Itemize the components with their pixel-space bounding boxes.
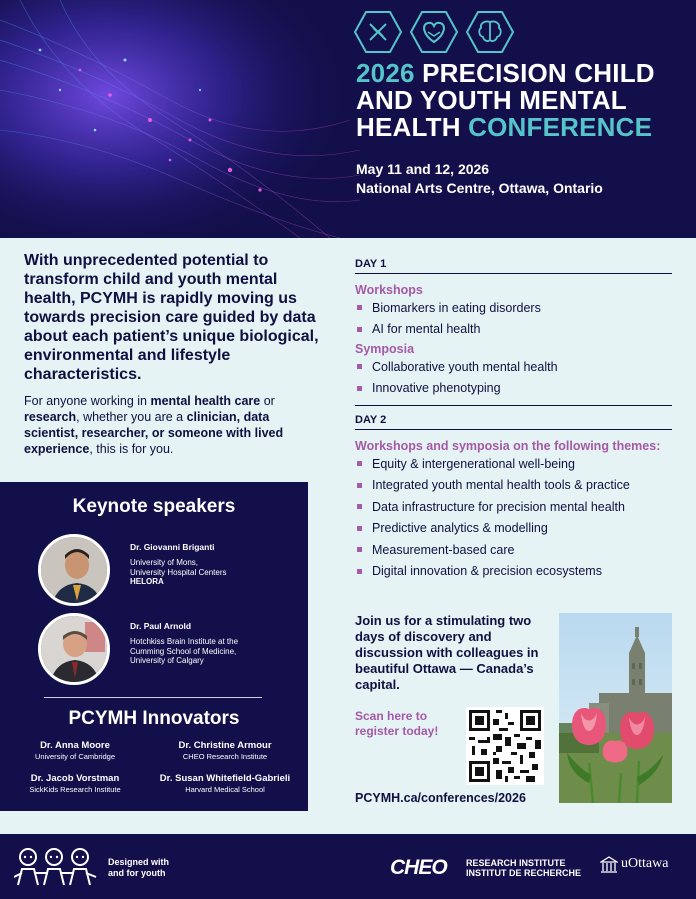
research-institute-label: RESEARCH INSTITUTE INSTITUT DE RECHERCHE <box>466 858 582 878</box>
innovators-heading: PCYMH Innovators <box>68 708 240 729</box>
conference-dates: May 11 and 12, 2026 <box>356 161 490 177</box>
day1-workshops-heading: Workshops <box>355 283 423 297</box>
list-item: Equity & intergenerational well-being <box>355 453 672 475</box>
innovator: Dr. Susan Whitefield-Gabrieli Harvard Medical School <box>159 773 291 794</box>
brain-icon <box>466 10 514 54</box>
list-item: Biomarkers in eating disorders <box>355 297 672 319</box>
list-item: Data infrastructure for precision mental health <box>355 496 672 518</box>
footer <box>0 834 696 899</box>
hero-banner <box>0 0 696 238</box>
divider <box>44 697 262 698</box>
conference-venue: National Arts Centre, Ottawa, Ontario <box>356 180 603 196</box>
divider <box>355 405 672 406</box>
qr-code-icon[interactable] <box>466 707 544 785</box>
bullet-icon <box>357 526 362 531</box>
bullet-icon <box>357 547 362 552</box>
day1-label: DAY 1 <box>355 258 672 274</box>
conference-date-venue <box>356 160 603 198</box>
speaker-photo-briganti <box>38 534 110 606</box>
speaker-name: Dr. Giovanni Briganti <box>130 542 215 552</box>
handshake-heart-icon <box>410 10 458 54</box>
scan-cta: Scan here to register today! <box>355 709 439 738</box>
day1-symposia-heading: Symposia <box>355 342 415 356</box>
youth-figures-icon <box>14 847 98 887</box>
speaker-photo-arnold <box>38 613 110 685</box>
list-item: Digital innovation & precision ecosystems <box>355 561 672 583</box>
keynote-heading: Keynote speakers <box>72 496 236 517</box>
list-item: Integrated youth mental health tools & practice <box>355 475 672 497</box>
list-item: Predictive analytics & modelling <box>355 518 672 540</box>
intro-body: For anyone working in mental health care or research, whether you are a clinician, data scientist, researcher, or someone with lived experience, this is for you. <box>24 394 284 456</box>
day2-heading: Workshops and symposia on the following themes: <box>355 439 661 453</box>
bullet-icon <box>357 327 362 332</box>
dna-icon <box>354 10 402 54</box>
innovator: Dr. Jacob Vorstman SickKids Research Institute <box>29 773 121 794</box>
speaker-affiliation: University of Mons, University Hospital Centers HELORA <box>130 558 227 586</box>
list-item: Measurement-based care <box>355 539 672 561</box>
speaker-name: Dr. Paul Arnold <box>130 621 192 631</box>
list-item: AI for mental health <box>355 319 672 341</box>
bullet-icon <box>357 569 362 574</box>
bullet-icon <box>357 504 362 509</box>
bullet-icon <box>357 461 362 466</box>
conference-title: 2026 PRECISION CHILD AND YOUTH MENTAL HEALTH CONFERENCE <box>356 58 655 142</box>
intro-lead: With unprecedented potential to transform child and youth mental health, PCYMH is rapidly moving us towards precision care guided by data about each patient’s unique biological, environmental and lifestyle characteristics. <box>24 252 319 383</box>
footer-tagline: Designed with and for youth <box>108 857 170 878</box>
innovator: Dr. Christine Armour CHEO Research Institute <box>178 740 272 761</box>
join-text: Join us for a stimulating two days of discovery and discussion with colleagues in beautiful Ottawa — Canada’s capital. <box>355 613 539 692</box>
innovator: Dr. Anna Moore University of Cambridge <box>34 740 116 761</box>
list-item: Innovative phenotyping <box>355 378 672 400</box>
hero-icon-row <box>354 10 514 54</box>
list-item: Collaborative youth mental health <box>355 356 672 378</box>
uottawa-building-icon <box>600 856 618 874</box>
ottawa-tulips-photo <box>559 613 672 803</box>
bullet-icon <box>357 305 362 310</box>
speakers-panel <box>0 482 308 811</box>
day2-label: DAY 2 <box>355 414 672 430</box>
conference-url-link[interactable]: PCYMH.ca/conferences/2026 <box>355 791 526 805</box>
cheo-logo: CHEO <box>390 856 447 879</box>
agenda <box>355 258 672 582</box>
hero-network-art <box>0 0 360 238</box>
uottawa-logo: uOttawa <box>621 856 669 871</box>
intro-section <box>24 251 324 457</box>
speaker-affiliation: Hotchkiss Brain Institute at the Cumming School of Medicine, University of Calgary <box>130 637 239 665</box>
bullet-icon <box>357 386 362 391</box>
bullet-icon <box>357 364 362 369</box>
bullet-icon <box>357 483 362 488</box>
